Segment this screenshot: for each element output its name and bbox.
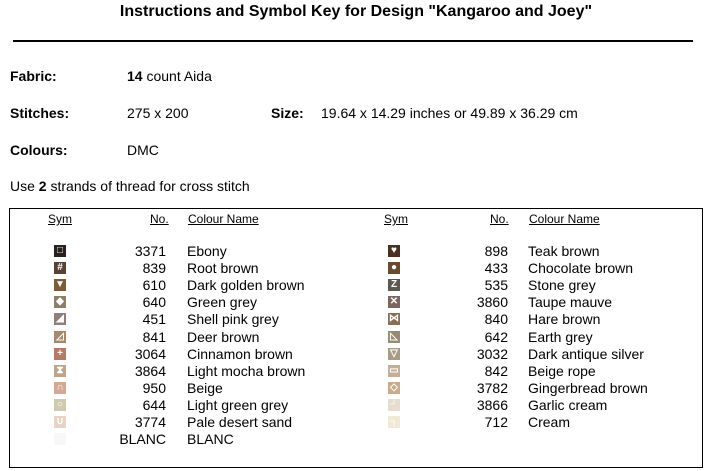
dmc-number: BLANC (119, 431, 166, 448)
colour-name: Green grey (187, 294, 258, 311)
colour-name: Light mocha brown (187, 362, 306, 379)
title-rule (13, 40, 693, 42)
colour-name: Shell pink grey (187, 311, 279, 328)
symbol-glyph-icon: ● (390, 262, 398, 274)
colour-name: Chocolate brown (528, 260, 634, 277)
symbol-key-table (9, 208, 703, 468)
fabric-label: Fabric: (10, 68, 57, 84)
key-row-right (10, 414, 702, 431)
strands-count: 2 (38, 178, 47, 194)
dmc-number: 3064 (134, 345, 166, 362)
colour-name: Teak brown (528, 243, 600, 259)
key-row-right (10, 329, 702, 346)
stitches-label: Stitches: (10, 105, 70, 121)
colour-name: Taupe mauve (528, 294, 613, 311)
colour-name: Deer brown (187, 328, 260, 345)
dmc-number: 3866 (476, 396, 508, 413)
key-row-right (10, 277, 702, 294)
colours-label: Colours: (10, 142, 68, 158)
header-no-right: No. (490, 212, 509, 226)
colour-name: Cinnamon brown (187, 345, 293, 362)
colour-name: Light green grey (187, 396, 289, 413)
strands-post: strands of thread for cross stitch (46, 178, 250, 194)
colour-name: Dark antique silver (528, 345, 644, 362)
symbol-glyph-icon: ┐ (390, 416, 398, 427)
dmc-number: 842 (484, 362, 508, 379)
fabric-value (127, 68, 212, 84)
dmc-number: 3032 (476, 345, 508, 362)
symbol-glyph-icon: ∩ (56, 381, 64, 393)
fabric-type: count Aida (142, 68, 212, 84)
size-label: Size: (271, 105, 304, 121)
symbol-glyph-icon: ◿ (56, 330, 64, 342)
key-row-right (10, 311, 702, 328)
colour-name: Hare brown (528, 311, 601, 328)
color-swatch-icon (54, 433, 66, 445)
colour-name: Gingerbread brown (528, 379, 648, 396)
header-name-left: Colour Name (188, 212, 259, 226)
key-row-right (10, 363, 702, 380)
dmc-number: 640 (142, 294, 166, 311)
fabric-count: 14 (127, 68, 143, 84)
colour-name: Ebony (187, 243, 227, 259)
dmc-number: 950 (142, 379, 166, 396)
stitches-value: 275 x 200 (127, 105, 189, 121)
colour-name: BLANC (187, 431, 234, 448)
key-row-right (10, 397, 702, 414)
dmc-number: 451 (142, 311, 166, 328)
colour-name: Earth grey (528, 328, 593, 345)
dmc-number: 535 (484, 277, 508, 294)
symbol-glyph-icon: ⧗ (56, 364, 64, 376)
symbol-glyph-icon: # (57, 262, 63, 274)
key-row-right (10, 380, 702, 397)
dmc-number: 840 (484, 311, 508, 328)
key-row-left (10, 431, 702, 448)
symbol-glyph-icon: ∪ (56, 416, 64, 427)
colour-name: Cream (528, 414, 571, 430)
dmc-number: 3864 (134, 362, 166, 379)
symbol-glyph-icon: + (57, 347, 63, 359)
symbol-glyph-icon: ⋈ (389, 313, 399, 325)
header-no-left: No. (150, 212, 169, 226)
dmc-number: 841 (142, 328, 166, 345)
key-row-right (10, 294, 702, 311)
symbol-glyph-icon: ◢ (56, 313, 64, 325)
dmc-number: 642 (484, 328, 508, 345)
colour-name: Stone grey (528, 277, 596, 294)
dmc-number: 610 (142, 277, 166, 294)
dmc-number: 3371 (134, 243, 166, 259)
strands-pre: Use (10, 178, 39, 194)
symbol-glyph-icon: □ (56, 245, 64, 256)
symbol-glyph-icon: ✕ (389, 296, 399, 308)
symbol-glyph-icon: ▼ (55, 279, 65, 291)
symbol-glyph-icon: ◆ (56, 296, 64, 308)
dmc-number: 3782 (476, 379, 508, 396)
dmc-number: 898 (484, 243, 508, 259)
colour-name: Garlic cream (528, 396, 608, 413)
colour-name: Beige (187, 379, 223, 396)
size-value: 19.64 x 14.29 inches or 49.89 x 36.29 cm (321, 105, 578, 121)
header-sym-right: Sym (384, 212, 408, 226)
colours-value: DMC (127, 142, 159, 158)
symbol-glyph-icon: Z (390, 279, 398, 291)
key-row-right (10, 260, 702, 277)
key-row-right (10, 243, 702, 260)
colour-name: Dark golden brown (187, 277, 305, 294)
dmc-number: 839 (142, 260, 166, 277)
header-sym-left: Sym (48, 212, 72, 226)
symbol-glyph-icon: ▽ (390, 347, 398, 359)
symbol-glyph-icon: ◺ (390, 330, 398, 342)
symbol-glyph-icon: ▭ (389, 364, 399, 376)
colour-name: Pale desert sand (187, 414, 293, 430)
colour-name: Beige rope (528, 362, 596, 379)
dmc-number: 3860 (476, 294, 508, 311)
strands-instruction (10, 178, 250, 194)
dmc-number: 3774 (134, 414, 166, 430)
dmc-number: 433 (484, 260, 508, 277)
key-row-right (10, 346, 702, 363)
header-name-right: Colour Name (529, 212, 600, 226)
dmc-number: 712 (484, 414, 508, 430)
symbol-glyph-icon: ◇ (390, 381, 398, 393)
colour-name: Root brown (187, 260, 259, 277)
symbol-glyph-icon: ○ (56, 398, 64, 410)
symbol-glyph-icon: ┘ (390, 398, 398, 410)
dmc-number: 644 (142, 396, 166, 413)
symbol-glyph-icon: ♥ (391, 245, 397, 256)
page-title: Instructions and Symbol Key for Design "Kangaroo and Joey" (119, 3, 593, 20)
